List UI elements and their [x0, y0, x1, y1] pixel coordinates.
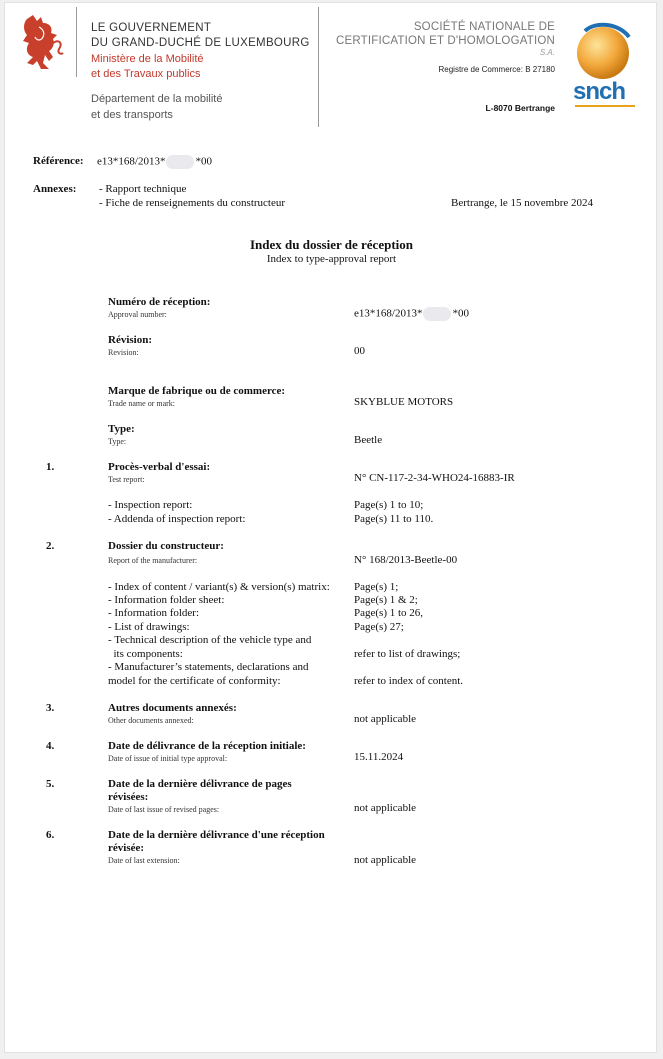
snch-name-line-1: SOCIÉTÉ NATIONALE DE	[413, 21, 555, 33]
reference-suffix: *00	[195, 155, 212, 168]
trade-label: Marque de fabrique ou de commerce:	[108, 385, 286, 397]
section-1-item-right: Page(s) 11 to 110.	[354, 513, 434, 525]
dept-line-1: Département de la mobilité	[91, 93, 223, 105]
annexes-label: Annexes:	[33, 183, 77, 195]
section-2-value: N° 168/2013-Beetle-00	[354, 554, 458, 566]
section-2-item-right: Page(s) 1 & 2;	[354, 594, 418, 606]
approval-sub: Approval number:	[108, 310, 167, 319]
section-2-item-left: - Technical description of the vehicle type and	[108, 634, 312, 646]
section-4-sub: Date of issue of initial type approval:	[108, 754, 228, 763]
section-2-item-left: - List of drawings:	[108, 621, 190, 633]
approval-suffix: *00	[452, 307, 469, 320]
section-6-value: not applicable	[354, 854, 417, 866]
section-5-value: not applicable	[354, 802, 417, 814]
section-2-item-left: - Index of content / variant(s) & version(s) matrix:	[108, 581, 330, 593]
redaction-blur	[166, 155, 194, 169]
section-1-label: Procès-verbal d'essai:	[108, 461, 211, 473]
section-5-num: 5.	[46, 778, 55, 790]
section-1-sub: Test report:	[108, 475, 145, 484]
section-2-item-right: refer to list of drawings;	[354, 648, 461, 660]
gov-line-1: LE GOUVERNEMENT	[91, 22, 212, 34]
type-sub: Type:	[108, 437, 127, 446]
section-3-label: Autres documents annexés:	[108, 702, 237, 714]
lion-coat-of-arms-icon	[19, 13, 65, 73]
ministry-line-2: et des Travaux publics	[91, 68, 201, 80]
redaction-blur	[423, 307, 451, 321]
section-4-value: 15.11.2024	[354, 751, 404, 763]
header-divider-left	[76, 7, 77, 77]
place-date: Bertrange, le 15 novembre 2024	[451, 197, 594, 209]
section-2-item-right: Page(s) 1;	[354, 581, 399, 593]
section-5-sub: Date of last issue of revised pages:	[108, 805, 220, 814]
section-3-num: 3.	[46, 702, 55, 714]
approval-prefix: e13*168/2013*	[354, 307, 423, 320]
section-2-item-left: - Information folder sheet:	[108, 594, 225, 606]
reference-value	[97, 155, 212, 169]
section-1-item-right: Page(s) 1 to 10;	[354, 499, 424, 511]
approval-label: Numéro de réception:	[108, 296, 211, 308]
document-page	[4, 2, 657, 1053]
type-label: Type:	[108, 423, 135, 435]
section-2-item-right: refer to index of content.	[354, 675, 464, 687]
section-2-sub: Report of the manufacturer:	[108, 556, 198, 565]
trade-value: SKYBLUE MOTORS	[354, 396, 454, 408]
section-6-label-line-2: révisée:	[108, 842, 145, 854]
section-6-sub: Date of last extension:	[108, 856, 180, 865]
annex-item-1: - Rapport technique	[99, 183, 187, 195]
section-2-item-right: Page(s) 1 to 26,	[354, 607, 424, 619]
document-title: Index du dossier de réception	[250, 237, 413, 252]
section-2-item-left: its components:	[108, 648, 183, 660]
section-5-label-line-1: Date de la dernière délivrance de pages	[108, 778, 292, 790]
annex-item-2: - Fiche de renseignements du constructeur	[99, 197, 286, 209]
section-2-label: Dossier du constructeur:	[108, 540, 224, 552]
section-2-item-left: - Information folder:	[108, 607, 200, 619]
section-3-sub: Other documents annexed:	[108, 716, 194, 725]
reference-prefix: e13*168/2013*	[97, 155, 166, 168]
ministry-line-1: Ministère de la Mobilité	[91, 53, 204, 65]
revision-value: 00	[354, 345, 365, 357]
snch-logo-text: snch	[573, 78, 626, 105]
section-5-label-line-2: révisées:	[108, 791, 149, 803]
section-2-item-left: model for the certificate of conformity:	[108, 675, 281, 687]
section-1-num: 1.	[46, 461, 55, 473]
trade-sub: Trade name or mark:	[108, 399, 176, 408]
section-1-value: N° CN-117-2-34-WHO24-16883-IR	[354, 472, 515, 484]
gov-line-2: DU GRAND-DUCHÉ DE LUXEMBOURG	[91, 37, 310, 49]
section-2-item-left: - Manufacturer’s statements, declarations and	[108, 661, 309, 673]
section-2-item-right: Page(s) 27;	[354, 621, 404, 633]
section-1-item-left: - Inspection report:	[108, 499, 193, 511]
section-1-item-left: - Addenda of inspection report:	[108, 513, 246, 525]
section-4-num: 4.	[46, 740, 55, 752]
snch-name-line-2: CERTIFICATION ET D'HOMOLOGATION	[335, 35, 555, 47]
snch-sa: S.A.	[539, 48, 555, 57]
dept-line-2: et des transports	[91, 109, 173, 121]
revision-label: Révision:	[108, 334, 152, 346]
revision-sub: Revision:	[108, 348, 139, 357]
approval-value	[354, 307, 469, 321]
section-2-num: 2.	[46, 540, 55, 552]
document-subtitle: Index to type-approval report	[266, 253, 397, 265]
snch-address: L-8070 Bertrange	[485, 103, 555, 113]
registre-commerce: Registre de Commerce: B 27180	[438, 65, 555, 74]
header-divider-center	[318, 7, 319, 127]
section-6-label-line-1: Date de la dernière délivrance d'une réception	[108, 829, 325, 841]
section-3-value: not applicable	[354, 713, 417, 725]
section-4-label: Date de délivrance de la réception initiale:	[108, 740, 306, 752]
section-6-num: 6.	[46, 829, 55, 841]
type-value: Beetle	[354, 434, 383, 446]
reference-label: Référence:	[33, 155, 84, 167]
